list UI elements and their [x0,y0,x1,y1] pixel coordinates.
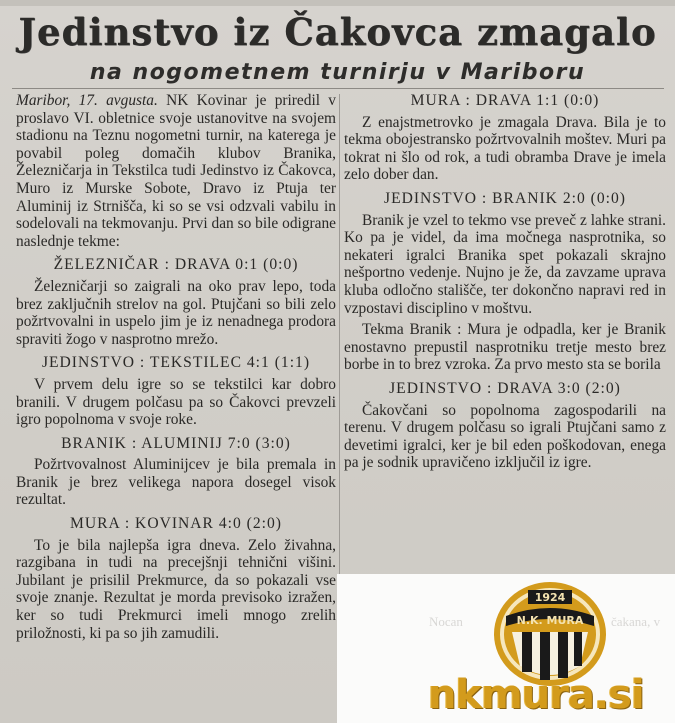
ghost-text: čakana, v [611,614,661,629]
right-column [344,92,666,472]
badge-year: 1924 [534,591,566,604]
match-report: Železničarji so zaigrali na oko prav lepo, toda brez zaključnih strelov na gol. Ptujčani so bili zelo požrtvovalni in uspelo jim je iz nenadnega prodora spraviti žogo v nasprotno mrežo. [16,277,336,348]
intro-text: NK Kovinar je priredil v proslavo VI. obletnice svoje ustanovitve na svojem stadionu na Teznu nogometni turnir, na katerega je povabil poleg domačih klubov Branika, Železničarja in Tekstilca tudi Jedinstvo iz Čakovca, Muro iz Murske Sobote, Dravo iz Ptuja ter Aluminij iz Strnišča, ki so se vsi odzvali vabilu in sodelovali na tekmovanju. Prvi dan so bile odigrane naslednje tekme: [16,92,336,250]
match-report: Tekma Branik : Mura je odpadla, ker je Branik enostavno prepustil nasprotniku tretje mesto brez borbe in to brez vzroka. Za prvo mesto sta se borila [344,321,666,374]
match-heading: BRANIK : ALUMINIJ 7:0 (3:0) [61,434,291,452]
match-report: Branik je vzel to tekmo vse preveč z lahke strani. Ko pa je videl, da ima močnega nasprotnika, so nekateri igralci Branika spet pokazali skrajno nešportno vedenje. Nujno je že, da zavzame uprava kluba odločno stališče, ter dokončno napravi red in vzpostavi disciplino v moštvu. [344,211,666,317]
previous-article-strip [0,0,675,6]
ghost-text: Nocan [429,614,463,629]
match-report: Z enajstmetrovko je zmagala Drava. Bila je to tekma obojestransko požrtvovalnih moštev. Muri pa tokrat ni šlo od rok, a tudi obramba Drave je imela zelo dober dan. [344,113,666,184]
match-heading: MURA : KOVINAR 4:0 (2:0) [70,515,282,533]
column-divider [339,94,340,574]
match-heading: MURA : DRAVA 1:1 (0:0) [410,92,600,109]
match-heading: JEDINSTVO : BRANIK 2:0 (0:0) [384,189,626,207]
article-subheadline: na nogometnem turnirju v Mariboru [89,60,586,85]
match-heading: JEDINSTVO : TEKSTILEC 4:1 (1:1) [41,354,311,372]
match-heading: JEDINSTVO : DRAVA 3:0 (2:0) [389,379,621,397]
header-rule [12,88,664,89]
site-watermark: nkmura.si [428,672,644,718]
intro-paragraph [16,92,336,250]
match-report: Čakovčani so popolnoma zagospodarili na terenu. V drugem polčasu so igrali Ptujčani samo z devetimi igralci, ker je bil eden poškodovan, enega pa je sodnik upravičeno izključil iz igre. [344,401,666,472]
left-column [16,92,336,642]
match-report: Požrtvovalnost Aluminijcev je bila premala in Branik je brez velikega napora dosegel visok rezultat. [16,456,336,509]
article-headline: Jedinstvo iz Čakovca zmagalo [18,10,657,54]
badge-club-name: N.K. MURA [516,614,584,627]
match-report: To je bila najlepša igra dneva. Zelo živahna, razgibana in tudi na precejšnji tehnični višini. Jubilant je prisilil Prekmurce, da so pokazali vse svoje znanje. Rezultat je morda previsoko izražen, ker so tudi Prekmurci imeli mnogo zrelih priložnosti, ki pa so jih zamudili. [16,536,336,642]
match-report: V prvem delu igre so se tekstilci kar dobro branili. V drugem polčasu pa so Čakovci prevzeli igro popolnoma v svoje roke. [16,375,336,429]
match-heading: ŽELEZNIČAR : DRAVA 0:1 (0:0) [53,256,299,274]
dateline: Maribor, 17. avgusta. [16,92,158,109]
